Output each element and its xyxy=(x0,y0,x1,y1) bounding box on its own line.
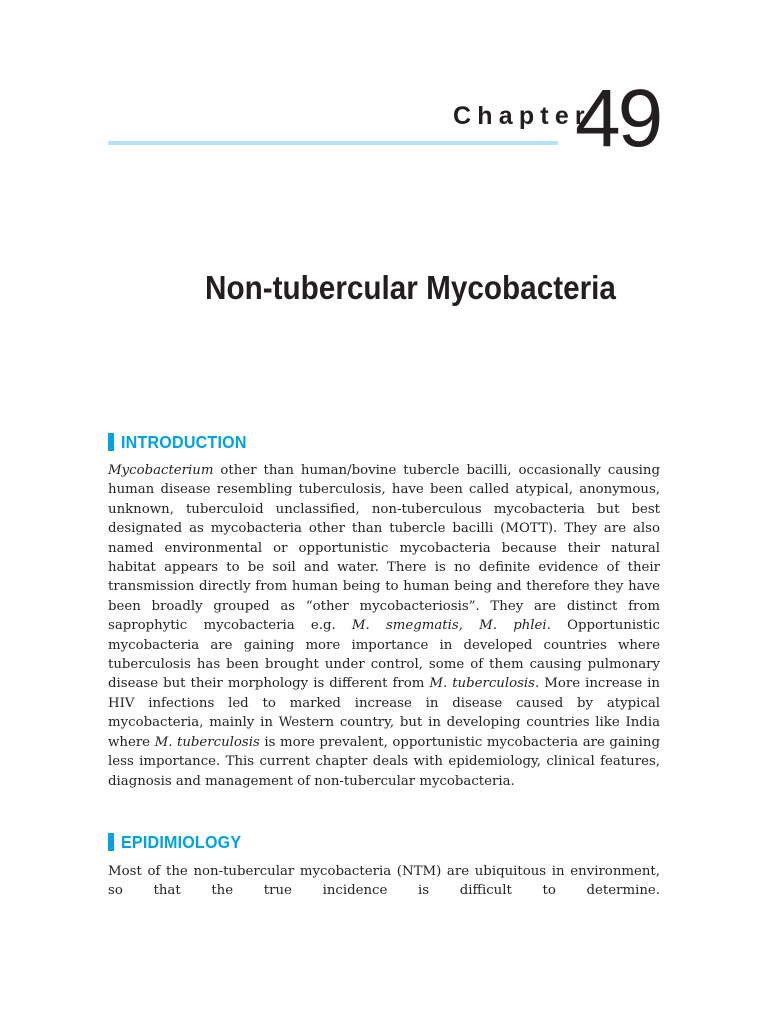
italic-term: M. smegmatis xyxy=(351,618,459,634)
chapter-rule xyxy=(108,141,558,145)
italic-term: Mycobacterium xyxy=(108,463,214,478)
text-run: is more prevalent, opportunistic mycobacteria are gaining less importance. This current chapter deals with epidemiology, clinical features, diagnosis and management of non-tubercular mycobacteria. xyxy=(108,734,660,789)
text-run: Most of the non-tubercular mycobacteria (NTM) are ubiquitous in environment, so that the true incidence is difficult to determine. xyxy=(108,864,660,899)
text-run: , xyxy=(458,618,480,634)
italic-term: M. tuberculosis xyxy=(429,676,536,692)
section-marker-icon xyxy=(108,433,114,451)
section-heading-text: INTRODUCTION xyxy=(121,431,247,452)
section-heading-introduction xyxy=(108,431,258,453)
introduction-paragraph xyxy=(108,461,660,791)
epidimiology-paragraph xyxy=(108,862,660,901)
italic-term: M. tuberculosis xyxy=(154,734,260,750)
section-marker-icon xyxy=(108,833,114,851)
chapter-label: Chapter xyxy=(453,102,591,130)
chapter-title: Non-tubercular Mycobacteria xyxy=(205,269,616,306)
section-heading-text: EPIDIMIOLOGY xyxy=(121,831,242,852)
italic-term: M. phlei xyxy=(479,618,547,634)
text-run: . Opportunistic mycobacteria are gaining more importance in developed countries where tuberculosis has been brought under control, some of them causing pulmonary disease but their morphology is different from xyxy=(108,618,660,692)
chapter-number: 49 xyxy=(575,73,661,164)
section-heading-epidimiology xyxy=(108,831,252,853)
text-run: other than human/bovine tubercle bacilli, occasionally causing human disease resembling tuberculosis, have been called atypical, anonymous, unknown, tuberculoid unclassified, non-tuberculous mycobacteria but best designated as mycobacteria other than tubercle bacilli (MOTT). They are also named environmental or opportunistic mycobacteria because their natural habitat appears to be soil and water. There is no definite evidence of their transmission directly from human being to human being and therefore they have been broadly grouped as “other mycobacteriosis”. They are distinct from saprophytic mycobacteria e.g. xyxy=(108,463,660,634)
text-run: . More increase in HIV infections led to marked increase in disease caused by atypical mycobacteria, mainly in Western country, but in developing countries like India where xyxy=(108,676,660,750)
